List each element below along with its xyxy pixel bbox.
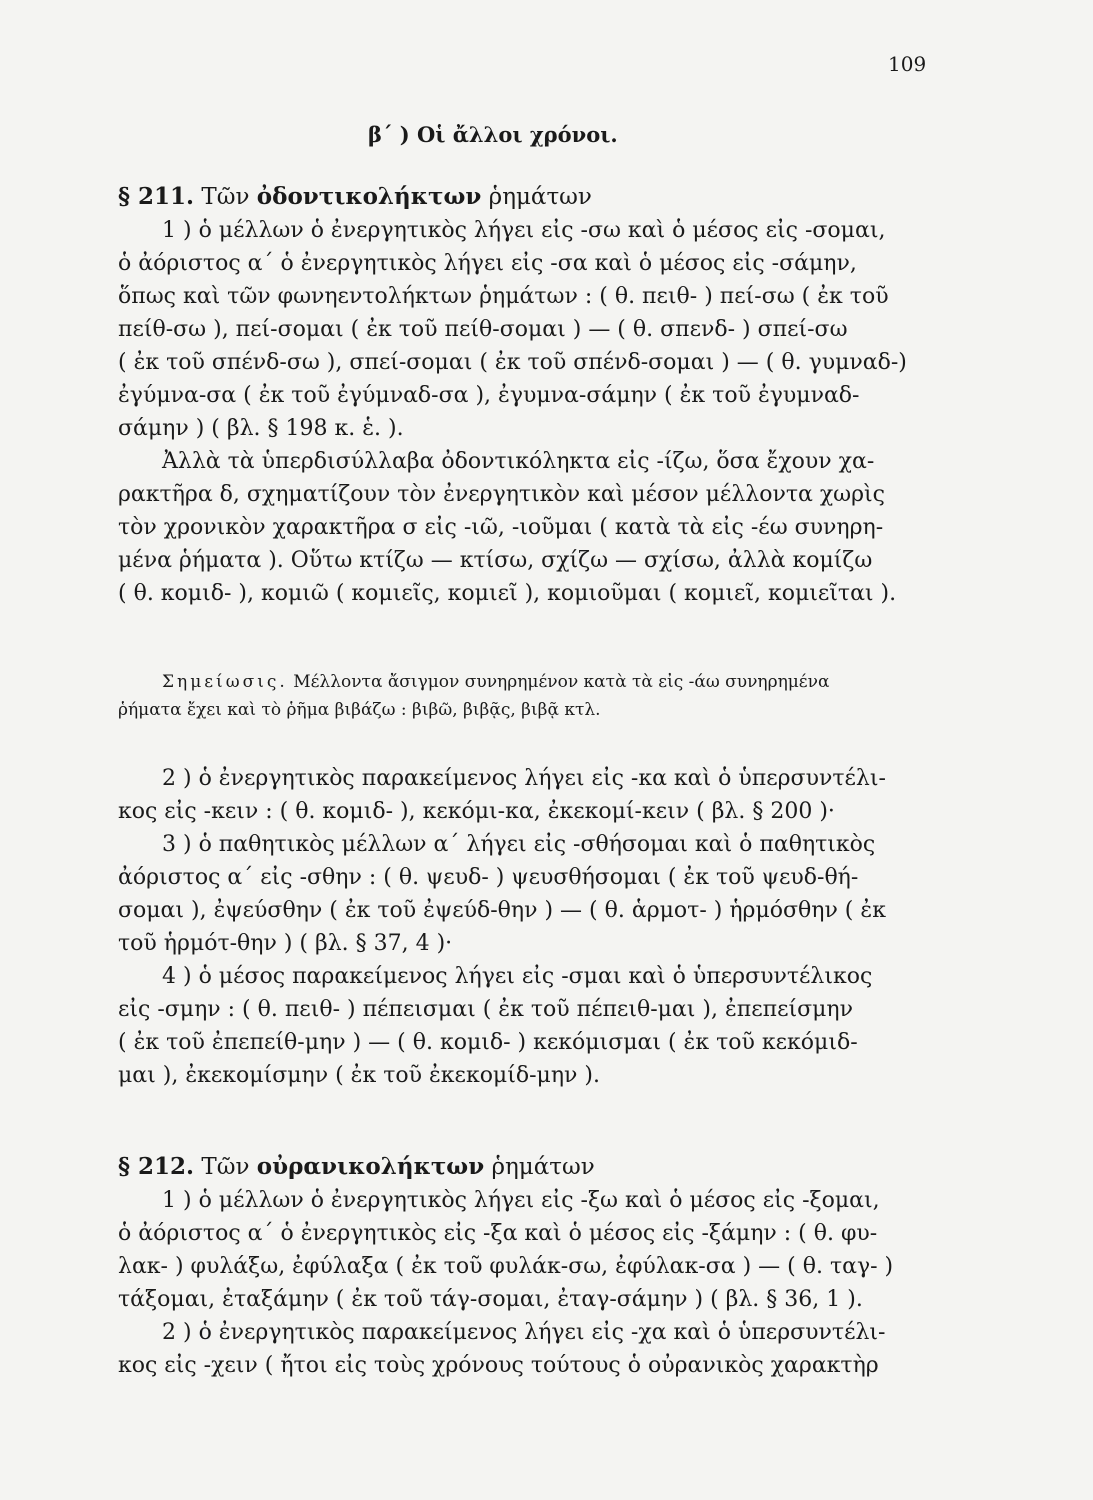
text-line: 4 ) ὁ μέσος παρακείμενος λήγει εἰς -σμαι καὶ ὁ ὑπερσυντέλικος [162,964,873,989]
text-line: κος εἰς -χειν ( ἤτοι εἰς τοὺς χρόνους τούτους ὁ οὐρανικὸς χαρακτὴρ [118,1353,879,1378]
text-line: ( ἐκ τοῦ σπένδ-σω ), σπεί-σομαι ( ἐκ τοῦ σπένδ-σομαι ) — ( θ. γυμναδ-) [118,350,907,375]
text-line: τάξομαι, ἐταξάμην ( ἐκ τοῦ τάγ-σομαι, ἐταγ-σάμην ) ( βλ. § 36, 1 ). [118,1287,863,1312]
text-line: 1 ) ὁ μέλλων ὁ ἐνεργητικὸς λήγει εἰς -σω καὶ ὁ μέσος εἰς -σομαι, [162,218,886,243]
section-212-heading [118,1150,966,1184]
note-line-1 [118,668,966,696]
text-line: ὁ ἀόριστος α΄ ὁ ἐνεργητικὸς λήγει εἰς -σα καὶ ὁ μέσος εἰς -σάμην, [118,251,857,276]
text-line: κος εἰς -κειν : ( θ. κομιδ- ), κεκόμι-κα, ἐκεκομί-κειν ( βλ. § 200 )· [118,799,835,824]
section-211-heading [118,180,966,214]
note [118,668,966,724]
text-line: 2 ) ὁ ἐνεργητικὸς παρακείμενος λήγει εἰς -κα καὶ ὁ ὑπερσυντέλι- [162,766,886,791]
text-line: σομαι ), ἐψεύσθην ( ἐκ τοῦ ἐψεύδ-θην ) — ( θ. ἁρμοτ- ) ἡρμόσθην ( ἐκ [118,898,886,923]
text-line: μαι ), ἐκεκομίσμην ( ἐκ τοῦ ἐκεκομίδ-μην ). [118,1063,600,1088]
text-line: πείθ-σω ), πεί-σομαι ( ἐκ τοῦ πείθ-σομαι ) — ( θ. σπενδ- ) σπεί-σω [118,317,848,342]
text-line: ρακτῆρα δ, σχηματίζουν τὸν ἐνεργητικὸν καὶ μέσον μέλλοντα χωρὶς [118,482,886,507]
section-212-number: § 212. [118,1153,195,1180]
text-line: 1 ) ὁ μέλλων ὁ ἐνεργητικὸς λήγει εἰς -ξω καὶ ὁ μέσος εἰς -ξομαι, [162,1188,880,1213]
section-211-heading-term: ὀδοντικολήκτων [256,183,482,210]
note-text-1: Μέλλοντα ἄσιγμον συνηρημένον κατὰ τὰ εἰς -άω συνηρημένα [293,672,830,692]
section-211-heading-pre: Τῶν [201,184,250,210]
text-line: ( ἐκ τοῦ ἐπεπείθ-μην ) — ( θ. κομιδ- ) κεκόμισμαι ( ἐκ τοῦ κεκόμιδ- [118,1030,858,1055]
text-line: ἀόριστος α΄ εἰς -σθην : ( θ. ψευδ- ) ψευσθήσομαι ( ἐκ τοῦ ψευδ-θή- [118,865,859,890]
text-line: 3 ) ὁ παθητικὸς μέλλων α΄ λήγει εἰς -σθήσομαι καὶ ὁ παθητικὸς [162,832,876,857]
section-211 [118,180,966,610]
text-line: λακ- ) φυλάξω, ἐφύλαξα ( ἐκ τοῦ φυλάκ-σω, ἐφύλακ-σα ) — ( θ. ταγ- ) [118,1254,894,1279]
section-212-heading-post: ῥημάτων [491,1154,595,1180]
note-line-2: ῥήματα ἔχει καὶ τὸ ῥῆμα βιβάζω : βιβῶ, βιβᾷς, βιβᾷ κτλ. [118,700,601,720]
subsection-title: β΄ ) Οἱ ἄλλοι χρόνοι. [368,122,618,147]
page-number: 109 [888,52,927,76]
section-211-number: § 211. [118,183,195,210]
text-line: τὸν χρονικὸν χαρακτῆρα σ εἰς -ιῶ, -ιοῦμαι ( κατὰ τὰ εἰς -έω συνηρη- [118,515,884,540]
text-line: ( θ. κομιδ- ), κομιῶ ( κομιεῖς, κομιεῖ ), κομιοῦμαι ( κομιεῖ, κομιεῖται ). [118,581,897,606]
text-line: ἐγύμνα-σα ( ἐκ τοῦ ἐγύμναδ-σα ), ἐγυμνα-σάμην ( ἐκ τοῦ ἐγυμναδ- [118,383,860,408]
section-212-heading-term: οὐρανικολήκτων [256,1153,485,1180]
section-212 [118,1150,966,1382]
text-line: 2 ) ὁ ἐνεργητικὸς παρακείμενος λήγει εἰς -χα καὶ ὁ ὑπερσυντέλι- [162,1320,886,1345]
text-line: σάμην ) ( βλ. § 198 κ. ἑ. ). [118,416,404,441]
text-line: τοῦ ἡρμότ-θην ) ( βλ. § 37, 4 )· [118,931,453,956]
text-line: Ἀλλὰ τὰ ὑπερδισύλλαβα ὀδοντικόληκτα εἰς -ίζω, ὅσα ἔχουν χα- [162,449,875,474]
note-label: Σημείωσις. [162,672,288,692]
text-line: εἰς -σμην : ( θ. πειθ- ) πέπεισμαι ( ἐκ τοῦ πέπειθ-μαι ), ἐπεπείσμην [118,997,853,1022]
text-line: ὅπως καὶ τῶν φωνηεντολήκτων ῥημάτων : ( θ. πειθ- ) πεί-σω ( ἐκ τοῦ [118,284,889,309]
text-line: ὁ ἀόριστος α΄ ὁ ἐνεργητικὸς εἰς -ξα καὶ ὁ μέσος εἰς -ξάμην : ( θ. φυ- [118,1221,878,1246]
section-211-heading-post: ῥημάτων [488,184,592,210]
section-212-heading-pre: Τῶν [201,1154,250,1180]
text-line: μένα ῥήματα ). Οὕτω κτίζω — κτίσω, σχίζω — σχίσω, ἀλλὰ κομίζω [118,548,873,573]
section-211-continued [118,762,966,1092]
